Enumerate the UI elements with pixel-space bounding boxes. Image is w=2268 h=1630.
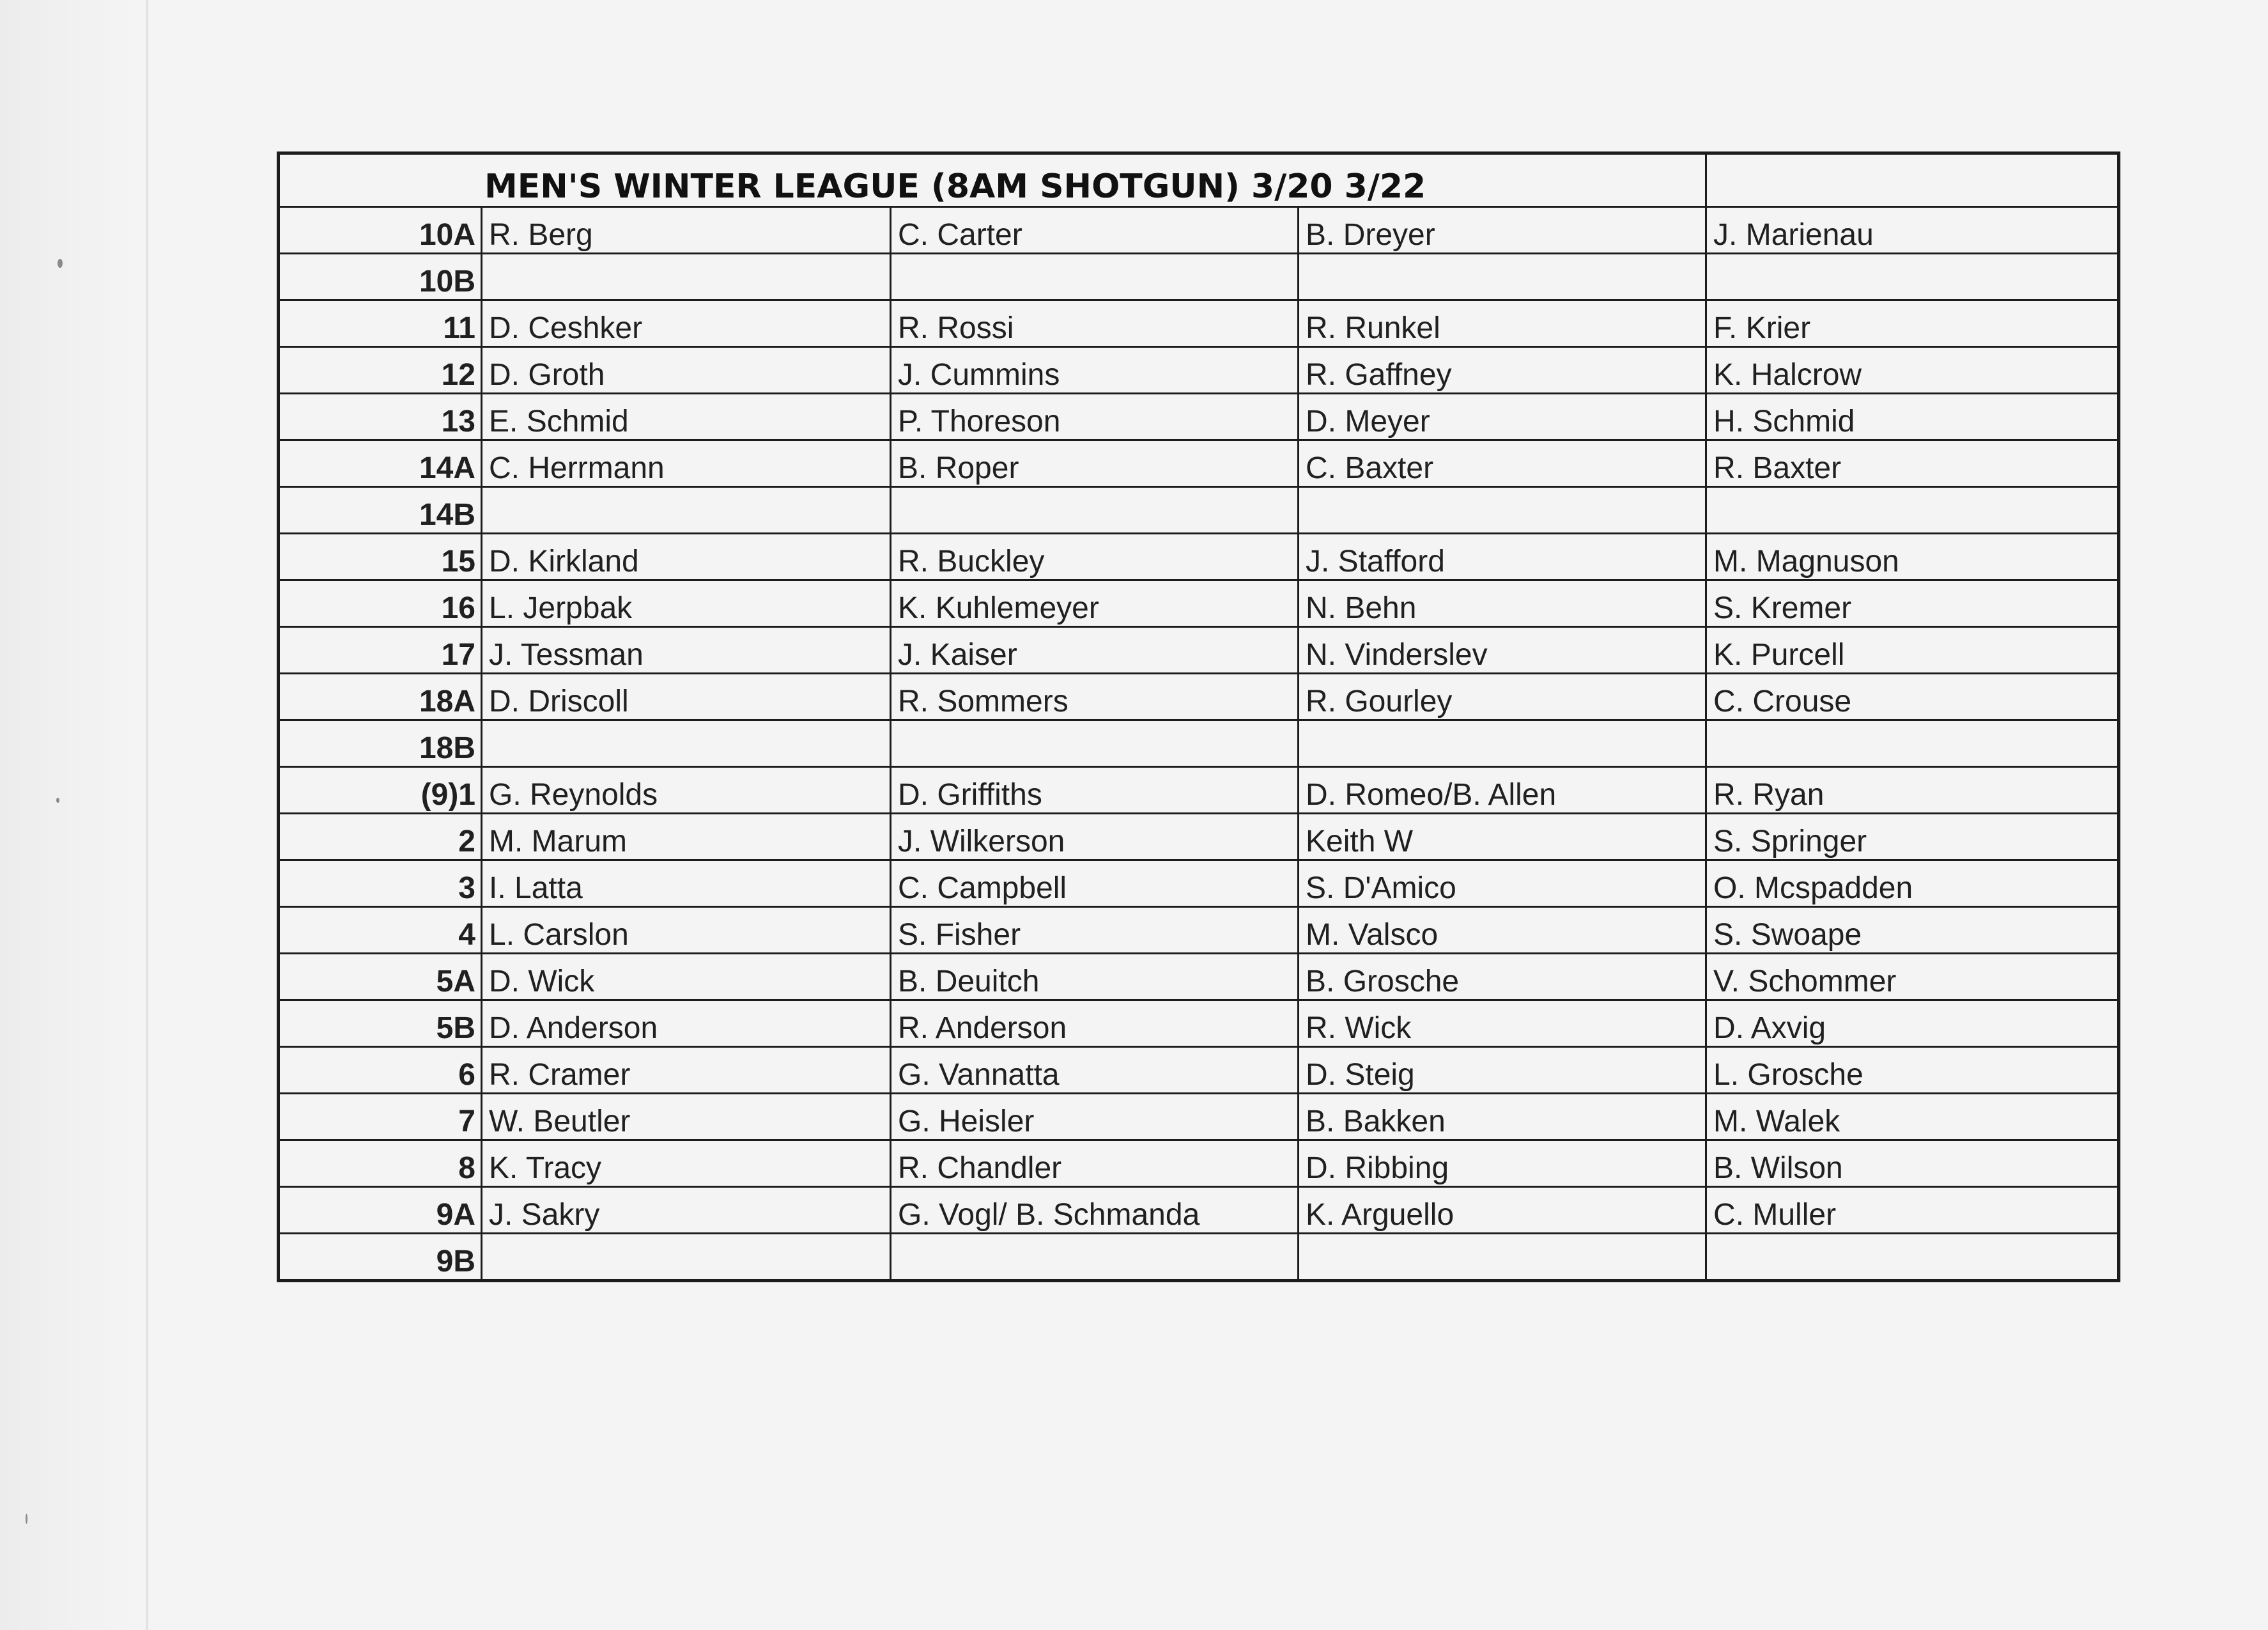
player-cell: D. Ribbing bbox=[1299, 1140, 1706, 1187]
player-cell: D. Meyer bbox=[1299, 394, 1706, 440]
hole-label: 18A bbox=[279, 674, 482, 720]
player-cell: J. Cummins bbox=[891, 347, 1299, 394]
player-cell: Keith W bbox=[1299, 814, 1706, 860]
hole-label: 4 bbox=[279, 907, 482, 954]
tee-row bbox=[279, 1047, 2119, 1094]
player-cell: R. Anderson bbox=[891, 1000, 1299, 1047]
player-cell: D. Steig bbox=[1299, 1047, 1706, 1094]
player-cell: C. Crouse bbox=[1706, 674, 2119, 720]
player-cell: O. Mcspadden bbox=[1706, 860, 2119, 907]
player-cell: R. Cramer bbox=[482, 1047, 891, 1094]
tee-row bbox=[279, 300, 2119, 347]
player-cell bbox=[482, 254, 891, 300]
player-cell: R. Wick bbox=[1299, 1000, 1706, 1047]
hole-label: 12 bbox=[279, 347, 482, 394]
hole-label: 14A bbox=[279, 440, 482, 487]
player-cell bbox=[1299, 1234, 1706, 1281]
tee-row bbox=[279, 1140, 2119, 1187]
tee-row bbox=[279, 627, 2119, 674]
tee-row bbox=[279, 767, 2119, 814]
player-cell bbox=[1299, 720, 1706, 767]
player-cell: R. Chandler bbox=[891, 1140, 1299, 1187]
player-cell: H. Schmid bbox=[1706, 394, 2119, 440]
player-cell bbox=[1706, 487, 2119, 534]
player-cell: K. Halcrow bbox=[1706, 347, 2119, 394]
player-cell: B. Bakken bbox=[1299, 1094, 1706, 1140]
player-cell: R. Gaffney bbox=[1299, 347, 1706, 394]
player-cell: S. Swoape bbox=[1706, 907, 2119, 954]
player-cell bbox=[1299, 254, 1706, 300]
player-cell: J. Sakry bbox=[482, 1187, 891, 1234]
player-cell bbox=[1299, 487, 1706, 534]
tee-row bbox=[279, 254, 2119, 300]
player-cell: D. Wick bbox=[482, 954, 891, 1000]
hole-label: 9B bbox=[279, 1234, 482, 1281]
hole-label: 2 bbox=[279, 814, 482, 860]
player-cell: N. Behn bbox=[1299, 580, 1706, 627]
hole-label: 10A bbox=[279, 207, 482, 254]
scan-speck bbox=[26, 1514, 27, 1524]
player-cell: L. Grosche bbox=[1706, 1047, 2119, 1094]
tee-row bbox=[279, 954, 2119, 1000]
player-cell bbox=[1706, 720, 2119, 767]
player-cell: N. Vinderslev bbox=[1299, 627, 1706, 674]
player-cell: M. Valsco bbox=[1299, 907, 1706, 954]
player-cell: K. Tracy bbox=[482, 1140, 891, 1187]
tee-row bbox=[279, 674, 2119, 720]
scan-shadow bbox=[0, 0, 147, 1630]
player-cell bbox=[891, 487, 1299, 534]
title-blank-cell bbox=[1706, 153, 2119, 207]
player-cell: E. Schmid bbox=[482, 394, 891, 440]
hole-label: 8 bbox=[279, 1140, 482, 1187]
scan-speck bbox=[56, 798, 59, 803]
player-cell: R. Ryan bbox=[1706, 767, 2119, 814]
tee-row bbox=[279, 814, 2119, 860]
player-cell: K. Kuhlemeyer bbox=[891, 580, 1299, 627]
player-cell: K. Arguello bbox=[1299, 1187, 1706, 1234]
player-cell: G. Vogl/ B. Schmanda bbox=[891, 1187, 1299, 1234]
player-cell bbox=[891, 720, 1299, 767]
player-cell bbox=[1706, 1234, 2119, 1281]
hole-label: 5B bbox=[279, 1000, 482, 1047]
player-cell: R. Berg bbox=[482, 207, 891, 254]
tee-row bbox=[279, 487, 2119, 534]
player-cell: S. Kremer bbox=[1706, 580, 2119, 627]
player-cell: C. Campbell bbox=[891, 860, 1299, 907]
player-cell: D. Axvig bbox=[1706, 1000, 2119, 1047]
league-title: MEN'S WINTER LEAGUE (8AM SHOTGUN) 3/20 3/22 bbox=[279, 153, 1706, 207]
player-cell: D. Romeo/B. Allen bbox=[1299, 767, 1706, 814]
tee-row bbox=[279, 720, 2119, 767]
player-cell: F. Krier bbox=[1706, 300, 2119, 347]
player-cell: P. Thoreson bbox=[891, 394, 1299, 440]
hole-label: 18B bbox=[279, 720, 482, 767]
tee-row bbox=[279, 207, 2119, 254]
player-cell bbox=[482, 1234, 891, 1281]
player-cell: J. Wilkerson bbox=[891, 814, 1299, 860]
hole-label: 3 bbox=[279, 860, 482, 907]
player-cell: M. Walek bbox=[1706, 1094, 2119, 1140]
player-cell: B. Wilson bbox=[1706, 1140, 2119, 1187]
player-cell: S. D'Amico bbox=[1299, 860, 1706, 907]
tee-row bbox=[279, 1000, 2119, 1047]
player-cell: J. Tessman bbox=[482, 627, 891, 674]
player-cell bbox=[891, 254, 1299, 300]
player-cell: B. Dreyer bbox=[1299, 207, 1706, 254]
hole-label: 14B bbox=[279, 487, 482, 534]
player-cell: W. Beutler bbox=[482, 1094, 891, 1140]
hole-label: 15 bbox=[279, 534, 482, 580]
player-cell: R. Buckley bbox=[891, 534, 1299, 580]
page-edge bbox=[146, 0, 148, 1630]
player-cell: G. Heisler bbox=[891, 1094, 1299, 1140]
tee-row bbox=[279, 860, 2119, 907]
player-cell: R. Rossi bbox=[891, 300, 1299, 347]
player-cell: B. Deuitch bbox=[891, 954, 1299, 1000]
player-cell: D. Griffiths bbox=[891, 767, 1299, 814]
title-row bbox=[279, 153, 2119, 207]
player-cell bbox=[482, 720, 891, 767]
player-cell: R. Runkel bbox=[1299, 300, 1706, 347]
tee-row bbox=[279, 440, 2119, 487]
player-cell: V. Schommer bbox=[1706, 954, 2119, 1000]
tee-sheet-table bbox=[277, 151, 2120, 1282]
hole-label: 9A bbox=[279, 1187, 482, 1234]
player-cell: G. Reynolds bbox=[482, 767, 891, 814]
hole-label: (9)1 bbox=[279, 767, 482, 814]
player-cell bbox=[1706, 254, 2119, 300]
player-cell bbox=[482, 487, 891, 534]
player-cell: C. Carter bbox=[891, 207, 1299, 254]
tee-row bbox=[279, 1187, 2119, 1234]
hole-label: 6 bbox=[279, 1047, 482, 1094]
player-cell: B. Roper bbox=[891, 440, 1299, 487]
player-cell: L. Carslon bbox=[482, 907, 891, 954]
player-cell: R. Baxter bbox=[1706, 440, 2119, 487]
player-cell: D. Ceshker bbox=[482, 300, 891, 347]
player-cell: C. Muller bbox=[1706, 1187, 2119, 1234]
hole-label: 13 bbox=[279, 394, 482, 440]
player-cell: L. Jerpbak bbox=[482, 580, 891, 627]
player-cell: I. Latta bbox=[482, 860, 891, 907]
hole-label: 11 bbox=[279, 300, 482, 347]
tee-row bbox=[279, 347, 2119, 394]
tee-row bbox=[279, 1094, 2119, 1140]
player-cell: M. Magnuson bbox=[1706, 534, 2119, 580]
player-cell: S. Fisher bbox=[891, 907, 1299, 954]
hole-label: 5A bbox=[279, 954, 482, 1000]
hole-label: 17 bbox=[279, 627, 482, 674]
player-cell: D. Anderson bbox=[482, 1000, 891, 1047]
player-cell: D. Groth bbox=[482, 347, 891, 394]
player-cell: J. Kaiser bbox=[891, 627, 1299, 674]
player-cell: C. Herrmann bbox=[482, 440, 891, 487]
hole-label: 10B bbox=[279, 254, 482, 300]
player-cell bbox=[891, 1234, 1299, 1281]
hole-label: 7 bbox=[279, 1094, 482, 1140]
hole-label: 16 bbox=[279, 580, 482, 627]
player-cell: S. Springer bbox=[1706, 814, 2119, 860]
player-cell: C. Baxter bbox=[1299, 440, 1706, 487]
player-cell: M. Marum bbox=[482, 814, 891, 860]
tee-row bbox=[279, 907, 2119, 954]
player-cell: J. Marienau bbox=[1706, 207, 2119, 254]
tee-row bbox=[279, 580, 2119, 627]
player-cell: D. Kirkland bbox=[482, 534, 891, 580]
player-cell: K. Purcell bbox=[1706, 627, 2119, 674]
player-cell: R. Sommers bbox=[891, 674, 1299, 720]
tee-row bbox=[279, 534, 2119, 580]
player-cell: B. Grosche bbox=[1299, 954, 1706, 1000]
tee-row bbox=[279, 1234, 2119, 1281]
tee-row bbox=[279, 394, 2119, 440]
player-cell: D. Driscoll bbox=[482, 674, 891, 720]
scan-speck bbox=[58, 259, 63, 268]
player-cell: G. Vannatta bbox=[891, 1047, 1299, 1094]
player-cell: R. Gourley bbox=[1299, 674, 1706, 720]
player-cell: J. Stafford bbox=[1299, 534, 1706, 580]
